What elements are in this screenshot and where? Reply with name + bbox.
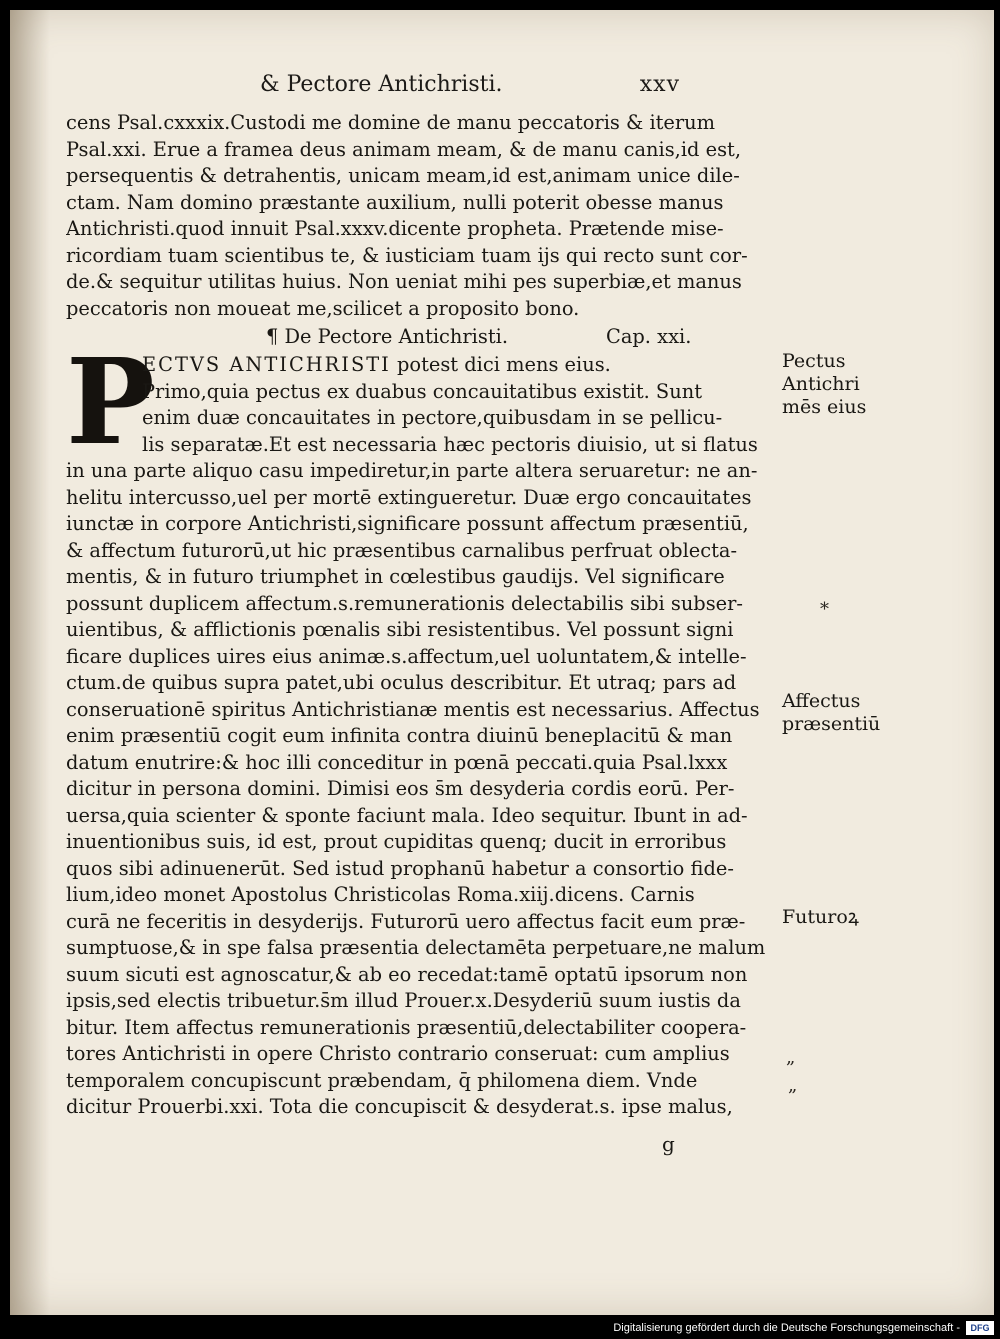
text-line: dicitur Prouerbi.xxi. Tota die concupiscit & desyderat.s. ipse malus, (66, 1095, 733, 1118)
chapter-heading (66, 322, 780, 352)
pointer-mark: „ (786, 1047, 796, 1068)
text-line: helitu intercusso,uel per mortē extingueretur. Duæ ergo concauitates (66, 485, 752, 509)
dfg-logo-icon: DFG (966, 1321, 994, 1335)
margin-note-futurorum (782, 906, 859, 929)
text-line: dicitur in persona domini. Dimisi eos s̄m desyderia cordis eorū. Per- (66, 777, 735, 800)
margin-note-pectus (782, 350, 866, 419)
text-line: mentis, & in futuro triumphet in cœlestibus gaudijs. Vel significare (66, 565, 725, 588)
text-line: enim præsentiū cogit eum infinita contra diuinū beneplacitū & man (66, 724, 733, 747)
text-line: Antichristi.quod innuit Psal.xxxv.dicente propheta. Prætende mise- (66, 217, 724, 240)
text-line: tores Antichristi in opere Christo contrario conseruat: cum amplius (66, 1042, 730, 1065)
text-line: enim duæ concauitates in pectore,quibusdam in se pellicu- (142, 406, 723, 429)
text-line: datum enutrire:& hoc illi conceditur in pœnā peccati.quia Psal.lxxx (66, 750, 728, 774)
text-line: Psal.xxi. Erue a framea deus animam meam, & de manu canis,id est, (66, 137, 741, 161)
chapter-title: ¶ De Pectore Antichristi. (266, 325, 508, 348)
margin-note-line: Antichri (782, 373, 860, 395)
catchword: g (662, 1132, 675, 1156)
margin-note-line: Affectus (782, 690, 861, 712)
small-caps-opening: ECTVS ANTICHRISTI (142, 353, 391, 376)
text-line: uientibus, & afflictionis pœnalis sibi resistentibus. Vel possunt signi (66, 618, 734, 641)
text-line: persequentis & detrahentis, unicam meam,id est,animam unice dile- (66, 164, 740, 187)
text-line: possunt duplicem affectum.s.remunerationis delectabilis sibi subser- (66, 591, 743, 615)
text-line: de.& sequitur utilitas huius. Non ueniat mihi pes superbiæ,et manus (66, 270, 742, 293)
main-text-block (66, 110, 780, 1121)
text-line: lium,ideo monet Apostolus Christicolas Roma.xiij.dicens. Carnis (66, 883, 695, 906)
text-line: ctam. Nam domino præstante auxilium, nulli poterit obesse manus (66, 190, 724, 214)
margin-note-line: Futuroꝝ (782, 906, 859, 928)
pointer-mark: „ (788, 1075, 798, 1096)
text-line: & affectum futurorū,ut hic præsentibus carnalibus perfruat oblecta- (66, 538, 738, 562)
text-line: suum sicuti est agnoscatur,& ab eo recedat:tamē optatū ipsorum non (66, 962, 748, 986)
text-span: potest dici mens eius. (390, 353, 611, 376)
text-line: peccatoris non moueat me,scilicet a proposito bono. (66, 296, 580, 320)
digitization-footer (0, 1318, 1000, 1339)
gutter-shadow (10, 10, 50, 1315)
margin-note-line: Pectus (782, 350, 846, 372)
text-line: curā ne feceritis in desyderijs. Futurorū uero affectus facit eum præ- (66, 909, 746, 933)
text-line: sumptuose,& in spe falsa præsentia delectamēta perpetuare,ne malum (66, 936, 766, 959)
funding-credit: Digitalisierung gefördert durch die Deutsche Forschungsgemeinschaft - (613, 1322, 960, 1334)
text-line: iunctæ in corpore Antichristi,significare possunt affectum præsentiū, (66, 512, 749, 535)
text-line: quos sibi adinuenerūt. Sed istud prophanū habetur a consortio fide- (66, 856, 734, 880)
text-line: lis separatæ.Et est necessaria hæc pectoris diuisio, ut si flatus (142, 432, 758, 456)
text-line: uersa,quia scienter & sponte faciunt mala. Ideo sequitur. Ibunt in ad- (66, 803, 748, 827)
asterisk-mark: * (820, 599, 829, 620)
margin-note-affectus (782, 690, 880, 736)
text-line: in una parte aliquo casu impediretur,in parte altera seruaretur: ne an- (66, 459, 758, 482)
text-line: ctum.de quibus supra patet,ubi oculus describitur. Et utraq; pars ad (66, 671, 737, 694)
running-head-title: & Pectore Antichristi. (260, 72, 503, 97)
chapter-number: Cap. xxi. (606, 325, 692, 348)
text-line: inuentionibus suis, id est, prout cupiditas quenq; ducit in erroribus (66, 830, 727, 853)
text-line: ricordiam tuam scientibus te, & iusticiam tuam ijs qui recto sunt cor- (66, 243, 748, 267)
margin-note-line: præsentiū (782, 713, 881, 735)
running-head (260, 72, 680, 102)
text-line: conseruationē spiritus Antichristianæ mentis est necessarius. Affectus (66, 697, 760, 721)
text-line: cens Psal.cxxxix.Custodi me domine de manu peccatoris & iterum (66, 111, 716, 134)
text-line: Primo,quia pectus ex duabus concauitatibus existit. Sunt (142, 379, 702, 403)
text-line: bitur. Item affectus remunerationis præsentiū,delectabiliter coopera- (66, 1015, 747, 1039)
text-line: ipsis,sed electis tribuetur.s̄m illud Prouer.x.Desyderiū suum iustis da (66, 989, 741, 1012)
drop-cap-initial: P (66, 332, 155, 471)
body-lines (66, 458, 780, 1121)
text-line (142, 352, 780, 379)
text-line: temporalem concupiscunt præbendam, q̄ philomena diem. Vnde (66, 1068, 698, 1092)
book-page (10, 10, 994, 1315)
folio-number: xxv (639, 72, 680, 97)
text-line: ficare duplices uires eius animæ.s.affectum,uel uoluntatem,& intelle- (66, 644, 747, 668)
margin-note-line: mēs eius (782, 396, 867, 418)
